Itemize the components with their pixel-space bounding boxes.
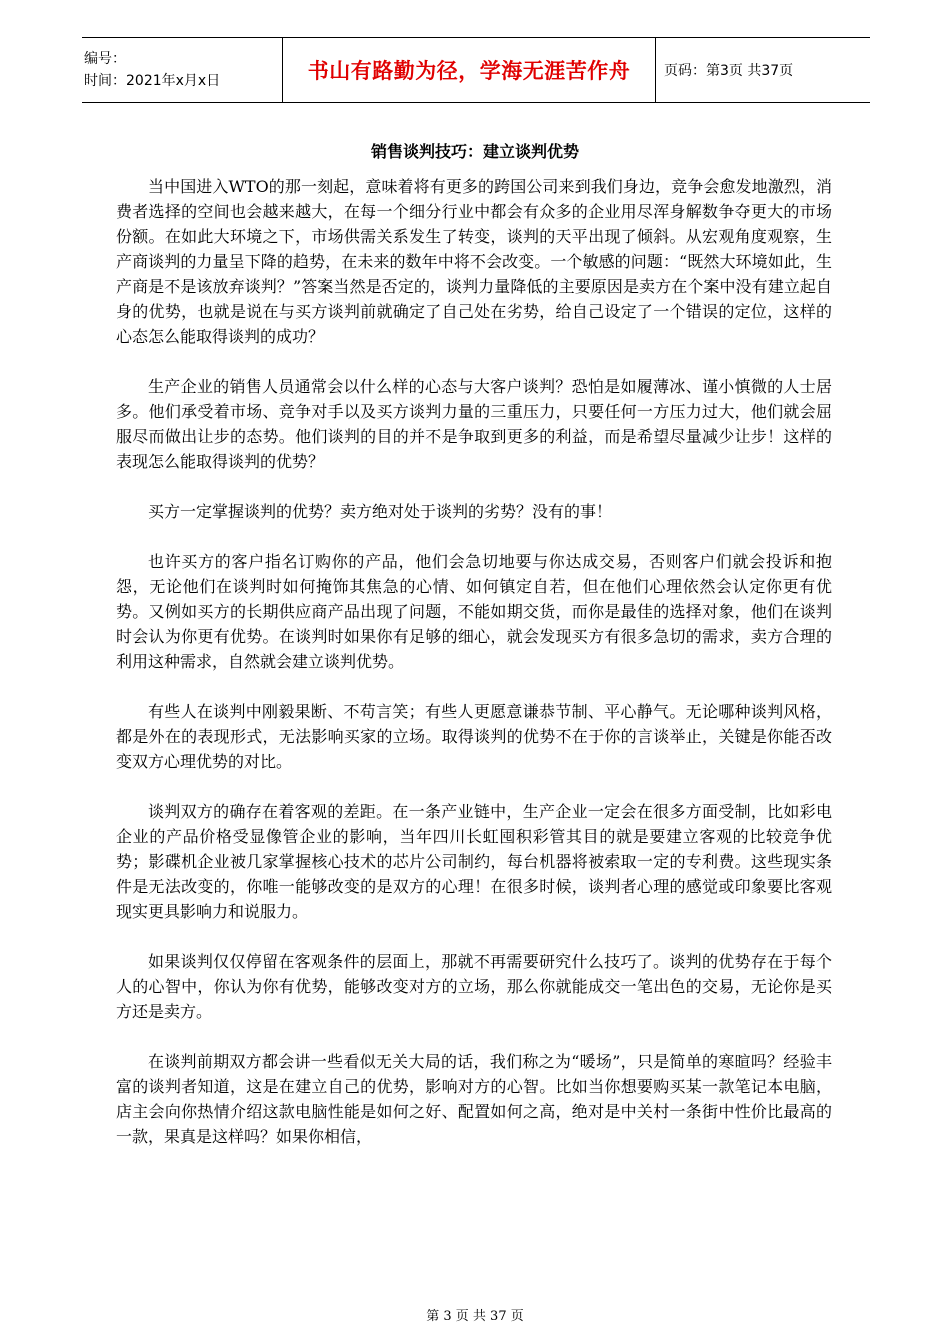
header-meta <box>82 38 283 103</box>
paragraph: 如果谈判仅仅停留在客观条件的层面上，那就不再需要研究什么技巧了。谈判的优势存在于每个人的心智中，你认为你有优势，能够改变对方的立场，那么你就能成交一笔出色的交易，无论你是买方还是卖方。 <box>116 952 832 1021</box>
paragraph: 生产企业的销售人员通常会以什么样的心态与大客户谈判？恐怕是如履薄冰、谨小慎微的人士居多。他们承受着市场、竞争对手以及买方谈判力量的三重压力，只要任何一方压力过大，他们就会屈服尽而做出让步的态势。他们谈判的目的并不是争取到更多的利益，而是希望尽量减少让步！这样的表现怎么能取得谈判的优势？ <box>116 377 832 471</box>
page-header <box>82 37 870 103</box>
document-number-label: 编号： <box>84 51 126 67</box>
paragraph: 当中国进入WTO的那一刻起，意味着将有更多的跨国公司来到我们身边，竞争会愈发地激烈，消费者选择的空间也会越来越大，在每一个细分行业中都会有众多的企业用尽浑身解数争夺更大的市场份额。在如此大环境之下，市场供需关系发生了转变，谈判的天平出现了倾斜。从宏观角度观察，生产商谈判的力量呈下降的趋势，在未来的数年中将不会改变。一个敏感的问题：“既然大环境如此，生产商是不是该放弃谈判？”答案当然是否定的，谈判力量降低的主要原因是卖方在个案中没有建立起自身的优势，也就是说在与买方谈判前就确定了自己处在劣势，给自己设定了一个错误的定位，这样的心态怎么能取得谈判的成功？ <box>116 177 832 346</box>
document-body <box>116 174 832 1174</box>
header-page-info: 页码：第3页 共37页 <box>656 38 871 103</box>
paragraph: 也许买方的客户指名订购你的产品，他们会急切地要与你达成交易，否则客户们就会投诉和抱怨，无论他们在谈判时如何掩饰其焦急的心情、如何镇定自若，但在他们心理依然会认定你更有优势。又例如买方的长期供应商产品出现了问题，不能如期交货，而你是最佳的选择对象，他们在谈判时会认为你更有优势。在谈判时如果你有足够的细心，就会发现买方有很多急切的需求，卖方合理的利用这种需求，自然就会建立谈判优势。 <box>116 552 832 671</box>
page-footer: 第 3 页 共 37 页 <box>426 1309 524 1324</box>
document-title: 销售谈判技巧：建立谈判优势 <box>370 142 579 161</box>
paragraph: 在谈判前期双方都会讲一些看似无关大局的话，我们称之为“暖场”，只是简单的寒暄吗？经验丰富的谈判者知道，这是在建立自己的优势，影响对方的心智。比如当你想要购买某一款笔记本电脑，店主会向你热情介绍这款电脑性能是如何之好、配置如何之高，绝对是中关村一条街中性价比最高的一款，果真是这样吗？如果你相信， <box>116 1052 832 1146</box>
paragraph: 买方一定掌握谈判的优势？卖方绝对处于谈判的劣势？没有的事！ <box>148 502 613 521</box>
header-motto: 书山有路勤为径，学海无涯苦作舟 <box>283 38 656 103</box>
document-time-label: 时间：2021年x月x日 <box>84 73 221 89</box>
paragraph: 有些人在谈判中刚毅果断、不苟言笑；有些人更愿意谦恭节制、平心静气。无论哪种谈判风格，都是外在的表现形式，无法影响买家的立场。取得谈判的优势不在于你的言谈举止，关键是你能否改变双方心理优势的对比。 <box>116 702 832 771</box>
paragraph: 谈判双方的确存在着客观的差距。在一条产业链中，生产企业一定会在很多方面受制，比如彩电企业的产品价格受显像管企业的影响，当年四川长虹囤积彩管其目的就是要建立客观的比较竞争优势；影碟机企业被几家掌握核心技术的芯片公司制约，每台机器将被索取一定的专利费。这些现实条件是无法改变的，你唯一能够改变的是双方的心理！在很多时候，谈判者心理的感觉或印象要比客观现实更具影响力和说服力。 <box>116 802 832 921</box>
